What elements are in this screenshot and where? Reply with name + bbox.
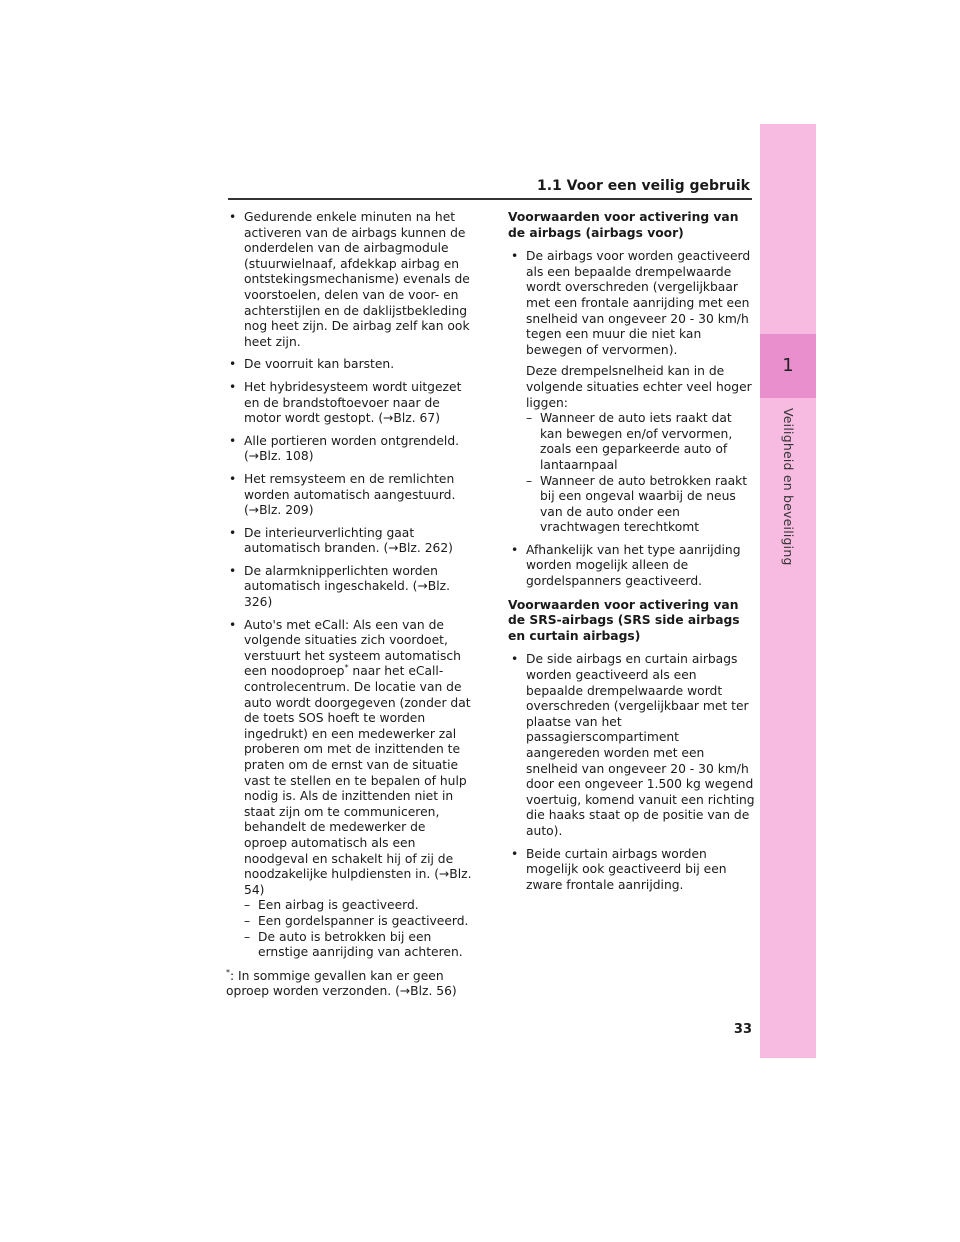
list-item: [508, 249, 756, 536]
chapter-title: Veiligheid en beveiliging: [780, 408, 796, 566]
header-divider: [228, 198, 752, 200]
consequence-list: [226, 210, 472, 961]
ecall-text-before: Auto's met eCall: Als een van de volgende situaties zich voordoet, verstuurt het systeem automatisch een noodoproep: [244, 617, 461, 679]
dash-item: – Een gordelspanner is geactiveerd.: [244, 914, 472, 930]
right-column: [508, 210, 756, 900]
chapter-side-tab: [760, 124, 816, 1058]
ecall-text-after: naar het eCall-controlecentrum. De locatie van de auto wordt doorgegeven (zonder dat de toets SOS hoeft te worden ingedrukt) en een medewerker zal proberen om met de inzittenden te praten om de ernst van de situatie vast te stellen en te bepalen of hulp nodig is. Als de inzittenden niet in staat zijn om te communiceren, behandelt de medewerker de oproep automatisch als een noodgeval en schakelt hij of zij de noodzakelijke hulpdiensten in. (→Blz. 54): [244, 664, 472, 897]
list-item: • De alarmknipperlichten worden automatisch ingeschakeld. (→Blz. 326): [226, 564, 472, 611]
list-item: • Gedurende enkele minuten na het activeren van de airbags kunnen de onderdelen van de airbagmodule (stuurwielnaaf, afdekkap airbag en ontstekingsmechanisme) evenals de voorstoelen, delen van de voor- en achterstijlen en de daklijstbekleding nog heet zijn. De airbag zelf kan ook heet zijn.: [226, 210, 472, 350]
dash-item: – Een airbag is geactiveerd.: [244, 898, 472, 914]
list-item: • De voorruit kan barsten.: [226, 357, 472, 373]
list-item: • De interieurverlichting gaat automatisch branden. (→Blz. 262): [226, 526, 472, 557]
footnote-mark: *: [226, 967, 230, 977]
list-item: • Het remsysteem en de remlichten worden automatisch aangestuurd. (→Blz. 209): [226, 472, 472, 519]
list-item: • Afhankelijk van het type aanrijding worden mogelijk alleen de gordelspanners geactiveerd.: [508, 543, 756, 590]
footnote-text: : In sommige gevallen kan er geen oproep worden verzonden. (→Blz. 56): [226, 968, 457, 999]
list-item-ecall: [226, 618, 472, 961]
threshold-paragraph: Deze drempelsnelheid kan in de volgende situaties echter veel hoger liggen:: [526, 364, 752, 410]
section-heading-side-airbags: Voorwaarden voor activering van de SRS-airbags (SRS side airbags en curtain airbags): [508, 597, 740, 643]
front-airbag-list: [508, 249, 756, 589]
dash-item: – Wanneer de auto iets raakt dat kan bewegen en/of vervormen, zoals een geparkeerde auto of lantaarnpaal: [526, 411, 756, 473]
dash-item: – De auto is betrokken bij een ernstige aanrijding van achteren.: [244, 930, 472, 961]
page-number: 33: [733, 1022, 752, 1037]
left-column: [226, 210, 472, 1000]
front-airbag-condition: De airbags voor worden geactiveerd als een bepaalde drempelwaarde wordt overschreden (vergelijkbaar met een frontale aanrijding met een snelheid van ongeveer 20 - 30 km/h tegen een muur die niet kan bewegen of vervormen).: [526, 249, 751, 357]
list-item: • Het hybridesysteem wordt uitgezet en de brandstoftoevoer naar de motor wordt gestopt. (→Blz. 67): [226, 380, 472, 427]
dash-item: – Wanneer de auto betrokken raakt bij een ongeval waarbij de neus van de auto onder een vrachtwagen terechtkomt: [526, 474, 756, 536]
footnote: [226, 969, 472, 1000]
ecall-conditions: [244, 898, 472, 960]
side-airbag-list: [508, 652, 756, 893]
list-item: • Alle portieren worden ontgrendeld. (→Blz. 108): [226, 434, 472, 465]
page-header-title: 1.1 Voor een veilig gebruik: [536, 178, 750, 194]
threshold-exceptions: [526, 411, 756, 536]
list-item: • De side airbags en curtain airbags worden geactiveerd als een bepaalde drempelwaarde wordt overschreden (vergelijkbaar met ter plaatse van het passagierscompartiment aangereden worden met een snelheid van ongeveer 20 - 30 km/h door een ongeveer 1.500 kg wegend voertuig, komend vanuit een richting die haaks staat op de positie van de auto).: [508, 652, 756, 839]
footnote-marker: *: [344, 663, 349, 673]
list-item: • Beide curtain airbags worden mogelijk ook geactiveerd bij een zware frontale aanrijding.: [508, 847, 756, 894]
section-heading-front-airbags: Voorwaarden voor activering van de airbags (airbags voor): [508, 210, 739, 240]
chapter-number: 1: [760, 334, 816, 398]
